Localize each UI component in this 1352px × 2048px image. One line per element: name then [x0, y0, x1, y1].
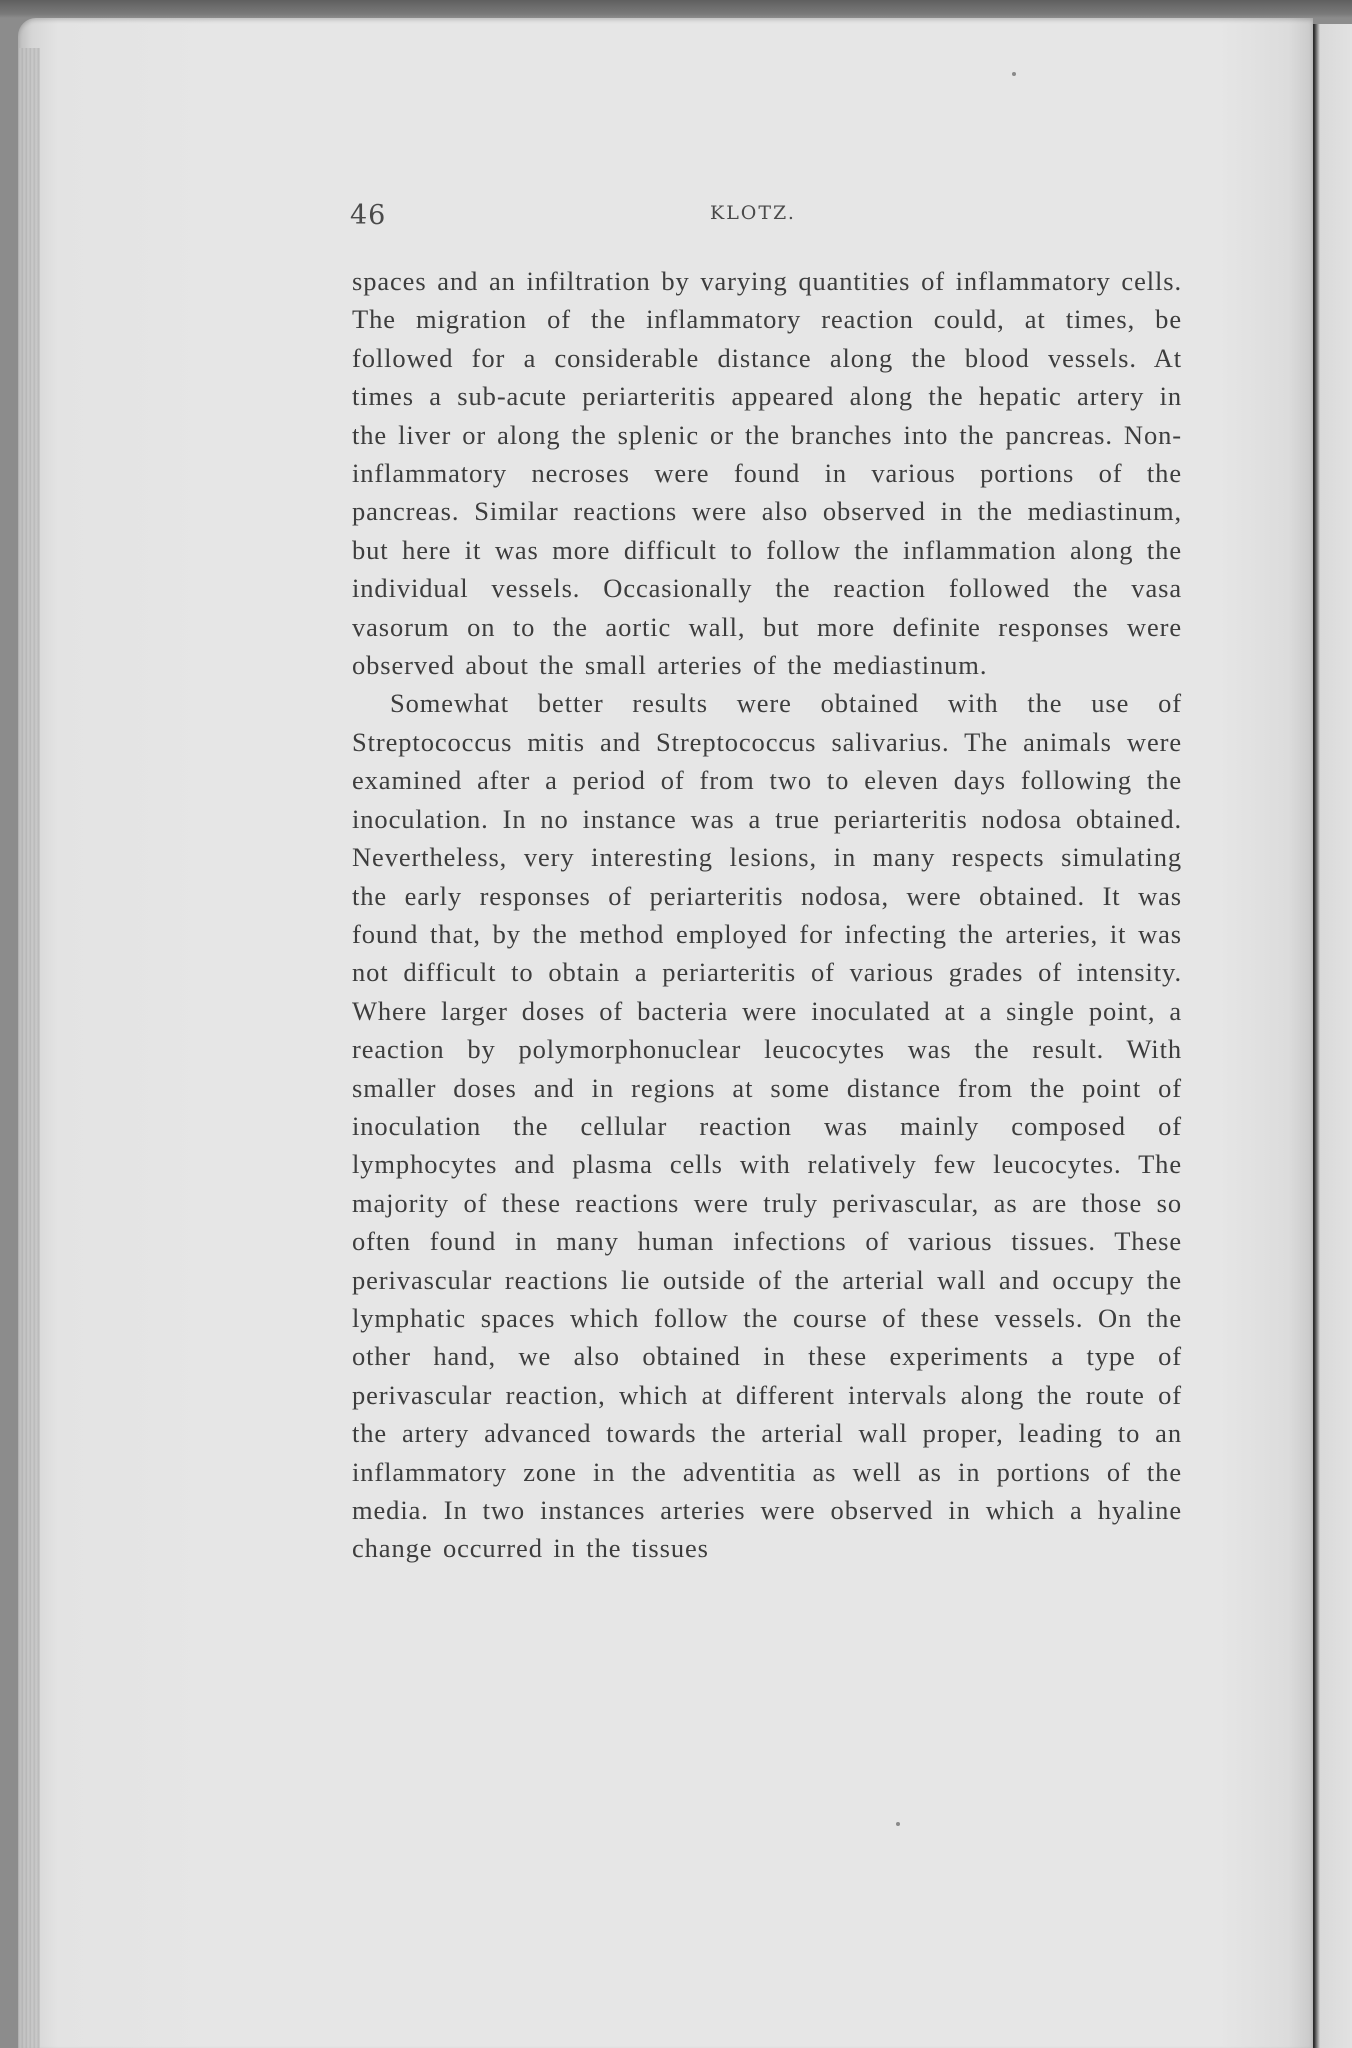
scan-speck [896, 1822, 900, 1826]
page-edge [18, 48, 40, 2048]
paragraph-1: spaces and an infiltration by varying quantities of inflammatory cells. The migration of the inflammatory reaction could, at times, be followed for a considerable distance along the blood vessels. At times a sub-acute periarteritis appeared along the hepatic artery in the liver or along the splenic or the branches into the pancreas. Non-inflammatory necroses were found in various portions of the pancreas. Similar reactions were also observed in the mediastinum, but here it was more difficult to follow the inflammation along the individual vessels. Occasionally the reaction followed the vasa vasorum on to the aortic wall, but more definite responses were observed about the small arteries of the mediastinum. [352, 266, 1182, 681]
scan-speck [1012, 72, 1016, 76]
page-number: 46 [350, 200, 387, 231]
page-header [350, 196, 1180, 236]
paragraph-2: Somewhat better results were obtained with the use of Streptococcus mitis and Streptococcus salivarius. The animals were examined after a period of from two to eleven days following the inoculation. In no instance was a true periarteritis nodosa obtained. Nevertheless, very interesting lesions, in many respects simulating the early responses of periarteritis nodosa, were obtained. It was found that, by the method employed for infecting the arteries, it was not difficult to obtain a periarteritis of various grades of intensity. Where larger doses of bacteria were inoculated at a single point, a reaction by polymorphonuclear leucocytes was the result. With smaller doses and in regions at some distance from the point of inoculation the cellular reaction was mainly composed of lymphocytes and plasma cells with relatively few leucocytes. The majority of these reactions were truly perivascular, as are those so often found in many human infections of various tissues. These perivascular reactions lie outside of the arterial wall and occupy the lymphatic spaces which follow the course of these vessels. On the other hand, we also obtained in these experiments a type of perivascular reaction, which at different intervals along the route of the artery advanced towards the arterial wall proper, leading to an inflammatory zone in the adventitia as well as in portions of the media. In two instances arteries were observed in which a hyaline change occurred in the tissues [352, 688, 1182, 1564]
running-head: KLOTZ. [710, 202, 796, 224]
body-text [352, 262, 1182, 1568]
